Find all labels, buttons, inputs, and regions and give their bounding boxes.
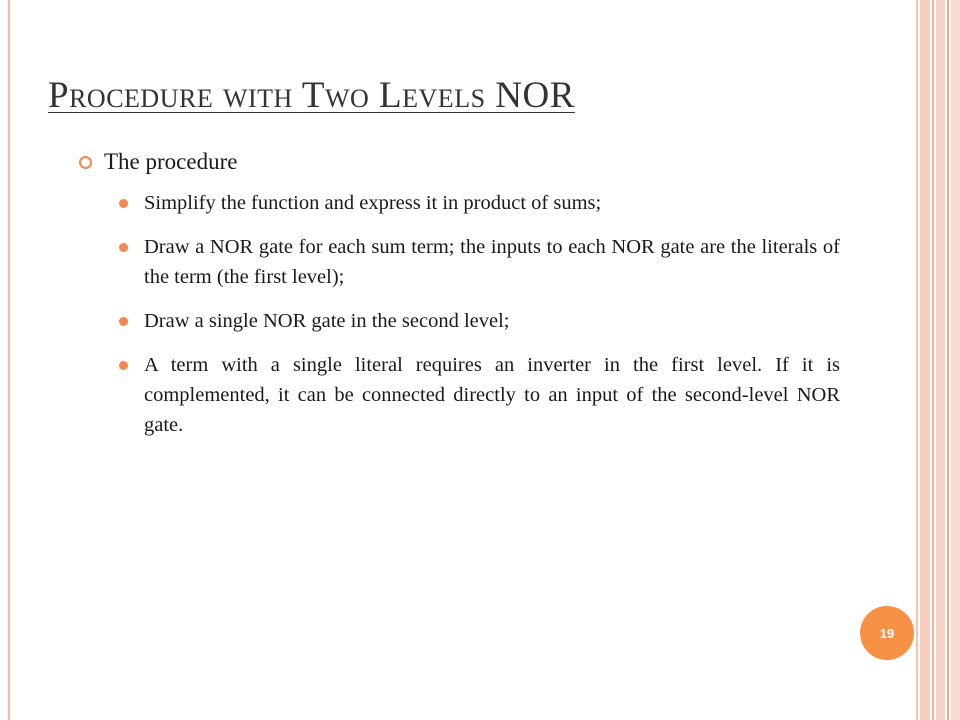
- dot-bullet-icon: [119, 243, 128, 252]
- list-item: [116, 188, 840, 218]
- stripe: [951, 0, 960, 720]
- left-border-rule: [8, 0, 10, 720]
- stripe: [947, 0, 949, 720]
- section-heading-item: [76, 146, 840, 178]
- list-item-text: A term with a single literal requires an inverter in the first level. If it is complemented, it can be connected directly to an input of the second-level NOR gate.: [144, 354, 840, 436]
- dot-bullet-icon: [119, 199, 128, 208]
- dot-bullet-icon: [119, 317, 128, 326]
- page-number-badge: [860, 606, 914, 660]
- list-item-text: Simplify the function and express it in product of sums;: [144, 192, 602, 214]
- section-heading: The procedure: [104, 149, 238, 174]
- list-item: [116, 232, 840, 292]
- list-item-text: Draw a single NOR gate in the second level;: [144, 310, 510, 332]
- stripe: [920, 0, 930, 720]
- slide-title: Procedure with Two Levels NOR: [48, 75, 575, 116]
- slide-content: [76, 146, 840, 454]
- dot-bullet-icon: [119, 361, 128, 370]
- ring-bullet-icon: [79, 156, 92, 169]
- stripe: [916, 0, 918, 720]
- stripe: [932, 0, 934, 720]
- list-item-text: Draw a NOR gate for each sum term; the inputs to each NOR gate are the literals of the term (the first level);: [144, 236, 840, 288]
- right-decorative-stripes: [916, 0, 960, 720]
- stripe: [936, 0, 945, 720]
- page-number: 19: [879, 625, 895, 641]
- procedure-steps-list: [76, 188, 840, 440]
- list-item: [116, 306, 840, 336]
- list-item: [116, 350, 840, 440]
